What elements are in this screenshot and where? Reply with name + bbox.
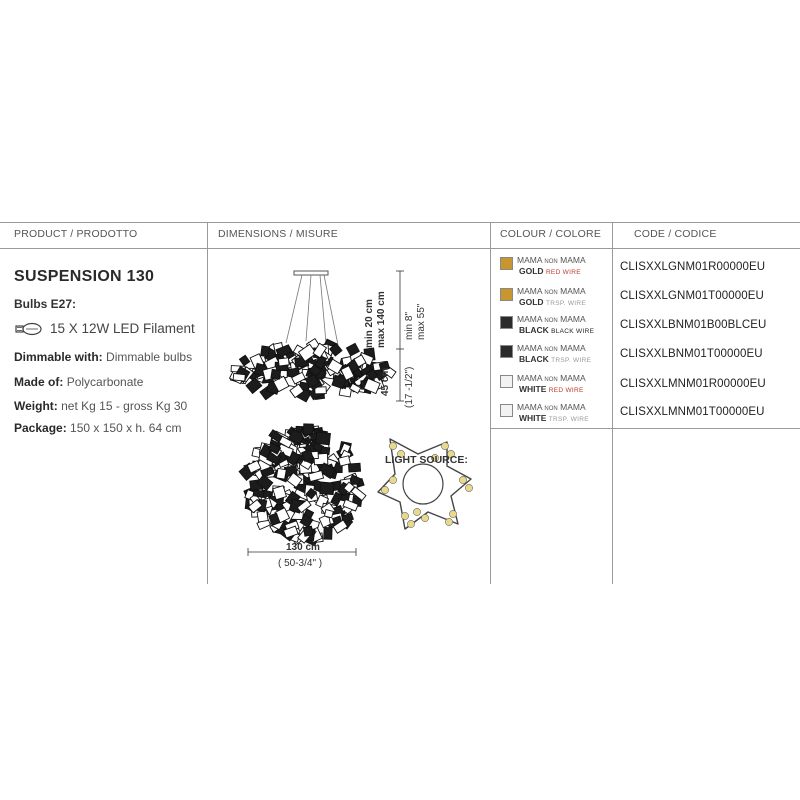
bulb-dot [421, 514, 428, 521]
cable-min-cm: min 20 cm [364, 299, 375, 348]
colour-name [519, 384, 584, 394]
colour-name [519, 325, 594, 335]
spec-value: Polycarbonate [66, 375, 144, 389]
bulb-dot [401, 512, 408, 519]
product-code: CLISXXLBNM01T00000EU [620, 348, 763, 360]
mama-non-mama-label [517, 255, 586, 265]
cable-max-cm: max 140 cm [376, 291, 387, 348]
colour-swatch [500, 257, 513, 270]
colour-variant-row [495, 342, 613, 372]
wire-label: TRSP. WIRE [551, 357, 592, 364]
bulb-dot [465, 484, 472, 491]
spec-value: Dimmable bulbs [106, 350, 193, 364]
mama-non-mama-label [517, 373, 586, 383]
colour-swatch [500, 375, 513, 388]
colour-name [519, 266, 581, 276]
colour-variant-row [495, 372, 613, 402]
width-cm: 130 cm [286, 542, 320, 553]
bulbs-label: Bulbs E27: [14, 297, 77, 311]
spec-label: Weight: [14, 399, 58, 413]
wire-label: BLACK WIRE [551, 328, 595, 335]
mama-text: MAMA [560, 373, 586, 383]
colour-variant-row [495, 313, 613, 343]
mama-text: MAMA [560, 402, 586, 412]
wire-label: RED WIRE [548, 387, 584, 394]
colour-variant-row [495, 401, 613, 431]
mama-text: MAMA [517, 373, 543, 383]
product-code: CLISXXLMNM01R00000EU [620, 378, 766, 390]
spec-dimmable [14, 350, 192, 364]
colour-label: BLACK [519, 354, 549, 364]
mama-non-mama-label [517, 343, 586, 353]
product-code: CLISXXLMNM01T00000EU [620, 406, 765, 418]
filament-line [14, 321, 195, 336]
mama-text: MAMA [517, 314, 543, 324]
bulb-dot [441, 442, 448, 449]
colour-swatch [500, 288, 513, 301]
height-in: (17 -1/2") [404, 366, 415, 408]
cable-min-in: min 8" [404, 311, 415, 340]
colour-variant-row [495, 254, 613, 284]
colour-swatch [500, 316, 513, 329]
product-title: SUSPENSION 130 [14, 268, 155, 285]
ceiling-canopy [294, 271, 328, 275]
wire-label: TRSP. WIRE [548, 416, 589, 423]
bulb-icon [14, 322, 44, 336]
colour-label: BLACK [519, 325, 549, 335]
spec-label: Package: [14, 421, 67, 435]
colour-variant-row [495, 285, 613, 315]
bulb-dot [445, 518, 452, 525]
bulb-dot [381, 486, 388, 493]
filament-text: 15 X 12W LED Filament [50, 321, 195, 336]
bulb-dot [407, 520, 414, 527]
mama-text: MAMA [560, 286, 586, 296]
mama-non-mama-label [517, 286, 586, 296]
mama-text: MAMA [517, 343, 543, 353]
light-source-label: LIGHT SOURCE: [385, 454, 468, 466]
suspension-cables [286, 275, 338, 345]
colour-label: GOLD [519, 266, 544, 276]
bulb-dot [413, 508, 420, 515]
mama-text: MAMA [560, 314, 586, 324]
header-code: CODE / CODICE [634, 228, 717, 240]
header-product: PRODUCT / PRODOTTO [14, 228, 138, 240]
colour-name [519, 413, 589, 423]
light-source-diagram [378, 439, 473, 529]
spec-material [14, 375, 143, 389]
colour-swatch [500, 345, 513, 358]
cable-max-in: max 55" [416, 303, 427, 340]
lamp-front-view [239, 424, 366, 546]
non-text: NON [544, 290, 558, 296]
spec-value: net Kg 15 - gross Kg 30 [61, 399, 188, 413]
bulb-dot [459, 476, 466, 483]
wire-label: RED WIRE [545, 269, 581, 276]
table-top-rule [0, 222, 800, 223]
non-text: NON [544, 347, 558, 353]
non-text: NON [544, 377, 558, 383]
bulb-dot [449, 510, 456, 517]
mama-non-mama-label [517, 314, 586, 324]
cable-length-cm [364, 291, 388, 348]
header-dimensions: DIMENSIONS / MISURE [218, 228, 338, 240]
dimension-drawing [208, 249, 490, 584]
colour-name [519, 297, 586, 307]
colour-name [519, 354, 591, 364]
spec-label: Dimmable with: [14, 350, 103, 364]
wire-label: TRSP. WIRE [545, 300, 587, 307]
colour-label: WHITE [519, 413, 547, 423]
width-in: ( 50-3/4" ) [278, 558, 323, 569]
mama-text: MAMA [517, 286, 543, 296]
product-code: CLISXXLGNM01T00000EU [620, 290, 764, 302]
mama-text: MAMA [517, 402, 543, 412]
mama-non-mama-label [517, 402, 586, 412]
spec-weight [14, 399, 187, 413]
product-code: CLISXXLBNM01B00BLCEU [620, 319, 767, 331]
product-code: CLISXXLGNM01R00000EU [620, 261, 766, 273]
non-text: NON [544, 318, 558, 324]
bulb-dot [389, 442, 396, 449]
colour-label: GOLD [519, 297, 544, 307]
spec-package [14, 421, 181, 435]
lamp-side-view [230, 339, 396, 402]
cable-length-in [404, 304, 428, 340]
mama-text: MAMA [517, 255, 543, 265]
spec-label: Made of: [14, 375, 64, 389]
non-text: NON [544, 259, 558, 265]
colour-swatch [500, 404, 513, 417]
mama-text: MAMA [560, 255, 586, 265]
column-divider-2 [490, 222, 491, 584]
colour-label: WHITE [519, 384, 547, 394]
non-text: NON [544, 406, 558, 412]
height-cm: 45 cm [380, 367, 391, 396]
bulb-dot [389, 476, 396, 483]
mama-text: MAMA [560, 343, 586, 353]
spec-value: 150 x 150 x h. 64 cm [70, 421, 182, 435]
header-colour: COLOUR / COLORE [500, 228, 602, 240]
